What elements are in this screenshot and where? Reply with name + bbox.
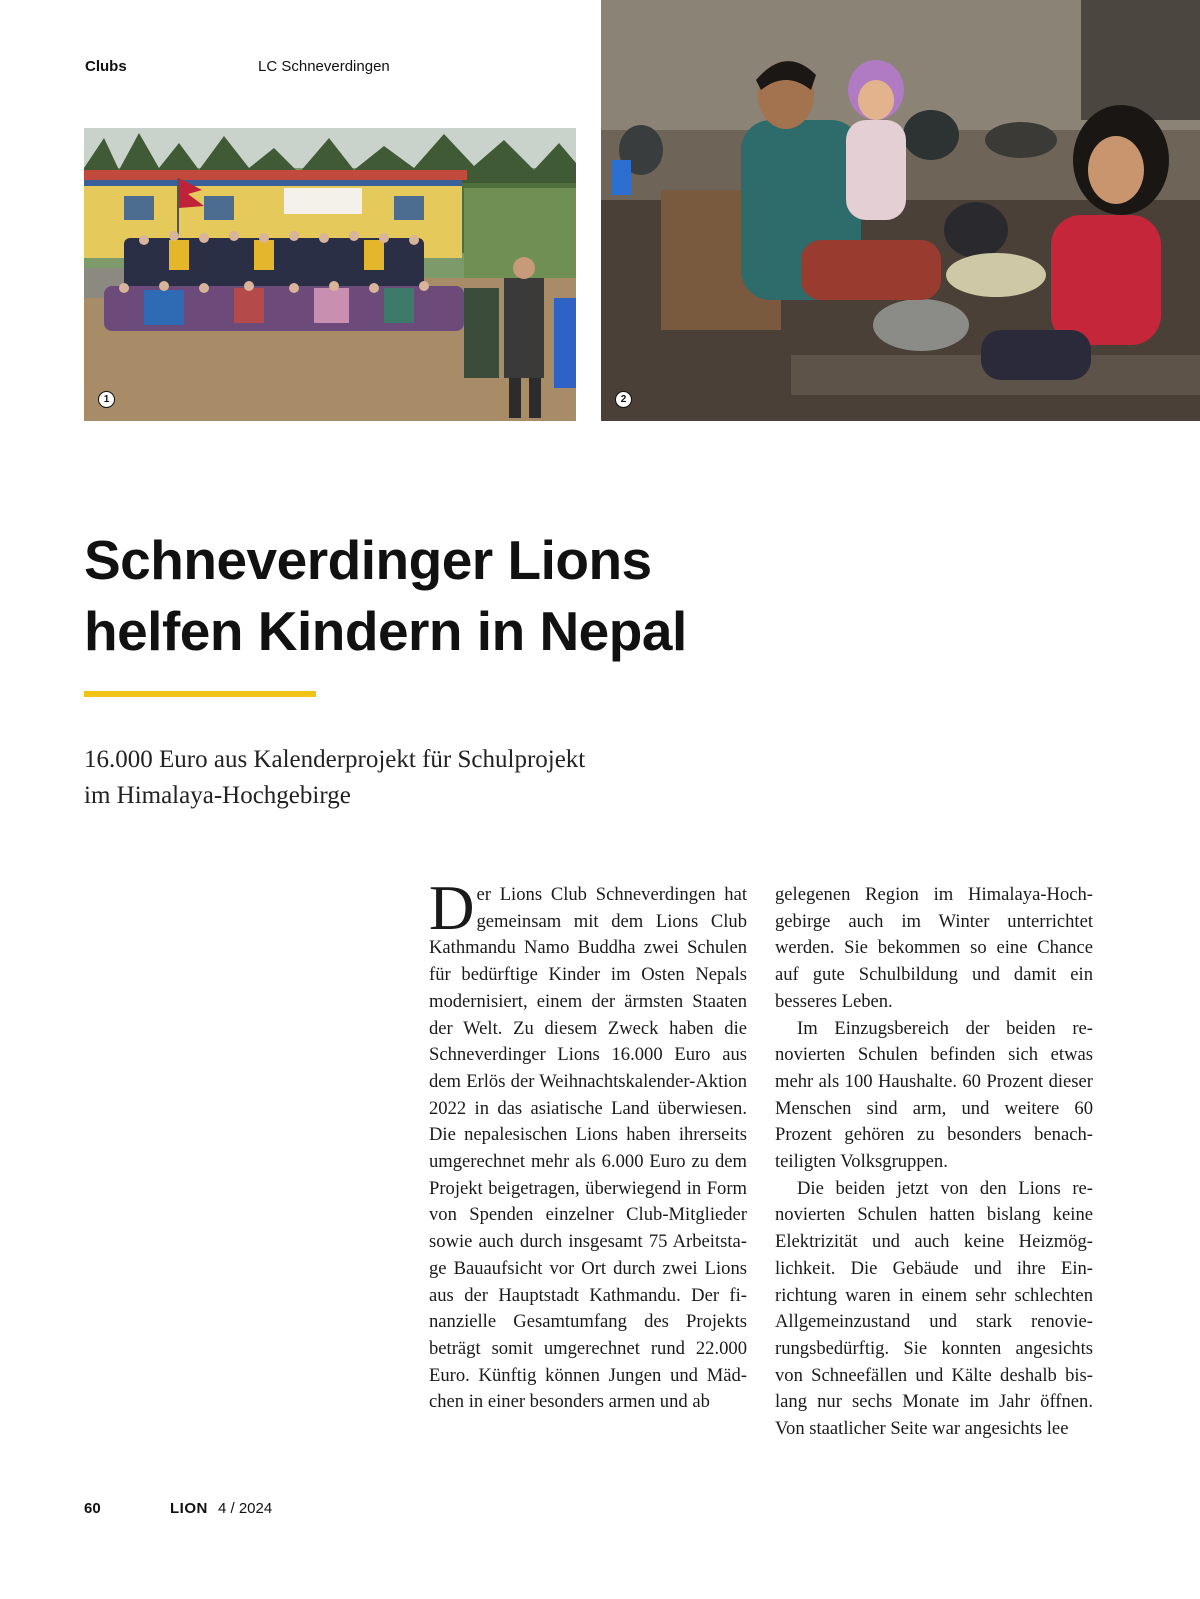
article-paragraph: gelegenen Region im Himalaya-Hochgebirge auch im Winter unterrichtet werden. Sie bekommen so eine Chance auf gute Schulbildung und damit ein besseres Leben.: [775, 884, 1093, 1012]
kitchen-photo: [601, 0, 1200, 421]
group-photo: [84, 128, 576, 421]
subhead-line-2: im Himalaya-Hochgebirge: [84, 782, 351, 809]
paragraph-text: er Lions Club Schneverdingen hat gemeinsam mit dem Lions Club Kathmandu Namo Buddha zwei Schulen für bedürftige Kinder im Osten Nepals modernisiert, einem der ärmsten Staaten der Welt. Zu diesem Zweck haben die Schneverdinger Lions 16.000 Euro aus dem Erlös der Weihnachtskalender-Aktion 2022 in das asiatische Land überwiesen. Die nepalesischen Lions haben ihrerseits umgerechnet mehr als 6.000 Euro zu dem Projekt beigetragen, überwiegend in Form von Spenden einzelner Club-Mitglieder sowie auch durch insgesamt 75 Arbeitstage Bauaufsicht vor Ort durch zwei Lions aus der Hauptstadt Kathmandu. Der finanzielle Gesamtumfang des Projekts beträgt somit umgerechnet rund 22.000 Euro. Künftig können Jungen und Mädchen in einer besonders armen und ab: [429, 884, 747, 1413]
club-label: LC Schneverdingen: [258, 58, 390, 75]
article-column-2: [775, 882, 1093, 1443]
article-subheadline: [84, 742, 784, 814]
article-paragraph: [429, 873, 747, 1416]
kitchen-photo-image: [601, 0, 1200, 421]
group-photo-image: [84, 128, 576, 421]
drop-cap: D: [429, 873, 475, 943]
article-paragraph: Die beiden jetzt von den Lions renovierten Schulen hatten bislang keine Elektrizität und auch keine Heizmöglichkeit. Die Gebäude und ihre Einrichtung waren in einem sehr schlechten Allgemeinzustand und stark renovierungsbedürftig. Sie konnten angesichts von Schneefällen und Kälte deshalb bislang nur sechs Monate im Jahr öffnen. Von staatlicher Seite war angesichts lee: [775, 1177, 1093, 1440]
section-label: Clubs: [85, 58, 127, 75]
magazine-name: LION: [170, 1500, 208, 1517]
article-column-1: [429, 873, 747, 1416]
headline-line-1: Schneverdinger Lions: [84, 529, 652, 591]
article-paragraph: Im Einzugsbereich der beiden renovierten Schulen befinden sich etwas mehr als 100 Haushalte. 60 Prozent dieser Menschen sind arm, und weitere 60 Prozent gehören zu besonders benachteiligten Volksgruppen.: [775, 1017, 1093, 1173]
headline-line-2: helfen Kindern in Nepal: [84, 600, 687, 662]
accent-rule: [84, 691, 316, 697]
subhead-line-1: 16.000 Euro aus Kalenderprojekt für Schulprojekt: [84, 746, 586, 773]
photo-number-badge: 2: [615, 391, 632, 408]
issue-label: 4 / 2024: [218, 1500, 273, 1517]
article-headline: [84, 525, 884, 667]
photo-number-badge: 1: [98, 391, 115, 408]
page-number: 60: [84, 1500, 101, 1517]
